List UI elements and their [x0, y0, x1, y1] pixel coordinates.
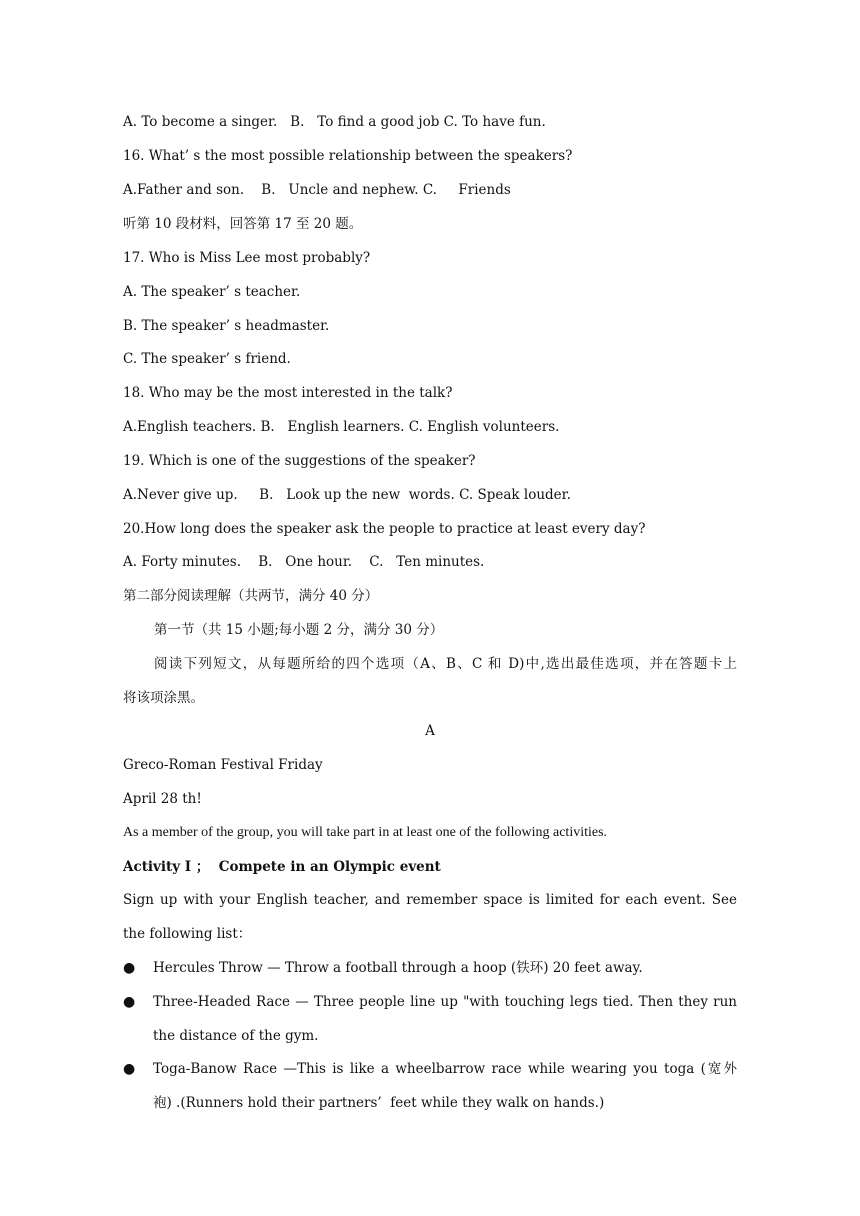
option-line-15: A. To become a singer. B. To find a good job C. To have fun.: [123, 114, 546, 130]
option-17c: C. The speaker’ s friend.: [123, 351, 291, 367]
reading-instruction: 阅读下列短文，从每题所给的四个选项（A、B、C 和 D)中,选出最佳选项，并在答题卡上: [154, 656, 737, 672]
bullet-icon: ●: [123, 1061, 136, 1077]
list-item-toga-race: Toga-Banow Race —This is like a wheelbarrow race while wearing you toga (宽外: [153, 1061, 737, 1077]
activity-one-text-cont: the following list：: [123, 926, 252, 942]
question-18: 18. Who may be the most interested in the talk?: [123, 385, 453, 401]
section-one-heading: 第一节（共 15 小题;每小题 2 分，满分 30 分）: [154, 622, 444, 638]
option-line-20: A. Forty minutes. B. One hour. C. Ten minutes.: [123, 554, 485, 570]
passage-intro: As a member of the group, you will take part in at least one of the following activities.: [123, 825, 608, 840]
passage-title: Greco-Roman Festival Friday: [123, 757, 323, 773]
question-17: 17. Who is Miss Lee most probably?: [123, 250, 371, 266]
part-two-heading: 第二部分阅读理解（共两节，满分 40 分）: [123, 588, 379, 604]
option-17b: B. The speaker’ s headmaster.: [123, 318, 330, 334]
activity-one-heading: Activity I ； Compete in an Olympic event: [123, 859, 441, 875]
passage-date: April 28 th!: [123, 791, 202, 807]
reading-instruction-cont: 将该项涂黑。: [123, 690, 204, 706]
option-line-16: A.Father and son. B. Uncle and nephew. C. Friends: [123, 182, 511, 198]
question-19: 19. Which is one of the suggestions of the speaker?: [123, 453, 476, 469]
bullet-icon: ●: [123, 994, 136, 1010]
section-instruction: 听第 10 段材料，回答第 17 至 20 题。: [123, 216, 363, 232]
activity-one-text: Sign up with your English teacher, and remember space is limited for each event. See: [123, 892, 737, 908]
passage-label: A: [425, 723, 435, 739]
option-line-19: A.Never give up. B. Look up the new words. C. Speak louder.: [123, 487, 571, 503]
list-item-toga-race-cont: 袍) .(Runners hold their partners’ feet while they walk on hands.): [153, 1095, 605, 1111]
question-16: 16. What’ s the most possible relationship between the speakers?: [123, 148, 573, 164]
list-item-hercules-throw: Hercules Throw — Throw a football through a hoop (铁环) 20 feet away.: [153, 960, 643, 976]
list-item-three-headed-race-cont: the distance of the gym.: [153, 1028, 319, 1044]
bullet-icon: ●: [123, 960, 136, 976]
option-17a: A. The speaker’ s teacher.: [123, 284, 301, 300]
question-20: 20.How long does the speaker ask the people to practice at least every day?: [123, 521, 646, 537]
option-line-18: A.English teachers. B. English learners. C. English volunteers.: [123, 419, 560, 435]
list-item-three-headed-race: Three-Headed Race — Three people line up "with touching legs tied. Then they run: [153, 994, 737, 1010]
